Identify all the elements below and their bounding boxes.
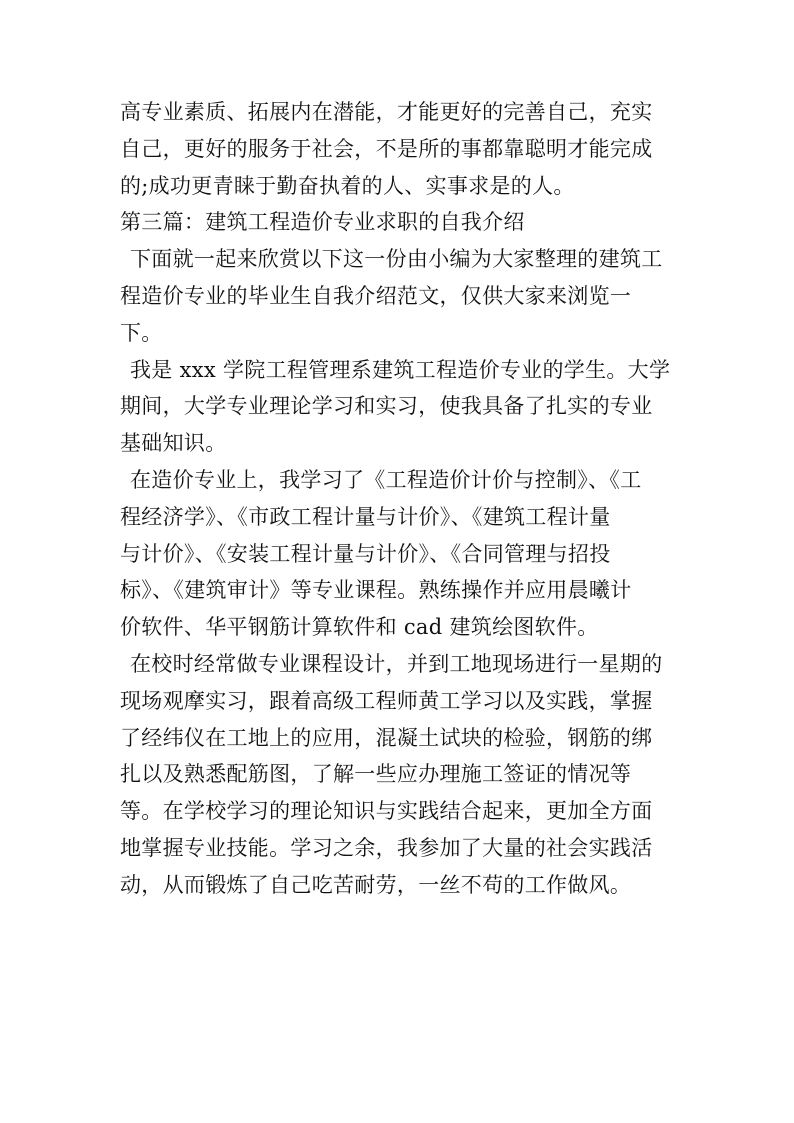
text-line: 标》、《建筑审计》等专业课程。熟练操作并应用晨曦计 bbox=[120, 578, 632, 603]
document-body bbox=[120, 94, 680, 904]
text-line: 动，从而锻炼了自己吃苦耐劳，一丝不苟的工作做风。 bbox=[120, 872, 632, 897]
text-line: 程经济学》、《市政工程计量与计价》、《建筑工程计量 bbox=[120, 504, 611, 529]
text-line: 我是 xxx 学院工程管理系建筑工程造价专业的学生。大学 bbox=[130, 357, 671, 382]
text-line: 下。 bbox=[120, 320, 163, 345]
text-line: 基础知识。 bbox=[120, 431, 227, 456]
text-line: 下面就一起来欣赏以下这一份由小编为大家整理的建筑工 bbox=[130, 247, 663, 272]
section-heading: 第三篇：建筑工程造价专业求职的自我介绍 bbox=[120, 210, 525, 235]
text-line: 价软件、华平钢筋计算软件和 cad 建筑绘图软件。 bbox=[120, 615, 599, 640]
text-line: 了经纬仪在工地上的应用，混凝土试块的检验，钢筋的绑 bbox=[120, 725, 653, 750]
text-line: 程造价专业的毕业生自我介绍范文，仅供大家来浏览一 bbox=[120, 283, 632, 308]
text-line: 现场观摩实习，跟着高级工程师黄工学习以及实践，掌握 bbox=[120, 688, 653, 713]
text-line: 期间，大学专业理论学习和实习，使我具备了扎实的专业 bbox=[120, 394, 653, 419]
text-line: 在造价专业上，我学习了《工程造价计价与控制》、《工 bbox=[130, 467, 642, 492]
text-line: 与计价》、《安装工程计量与计价》、《合同管理与招投 bbox=[120, 541, 611, 566]
text-line: 扎以及熟悉配筋图，了解一些应办理施工签证的情况等 bbox=[120, 762, 632, 787]
text-line: 自己，更好的服务于社会，不是所的事都靠聪明才能完成 bbox=[120, 136, 653, 161]
text-line: 高专业素质、拓展内在潜能，才能更好的完善自己，充实 bbox=[120, 100, 653, 124]
text-line: 在校时经常做专业课程设计，并到工地现场进行一星期的 bbox=[130, 651, 663, 676]
text-line: 地掌握专业技能。学习之余，我参加了大量的社会实践活 bbox=[120, 835, 653, 860]
text-line: 等。在学校学习的理论知识与实践结合起来，更加全方面 bbox=[120, 799, 653, 824]
text-line: 的;成功更青睐于勤奋执着的人、实事求是的人。 bbox=[120, 173, 575, 198]
